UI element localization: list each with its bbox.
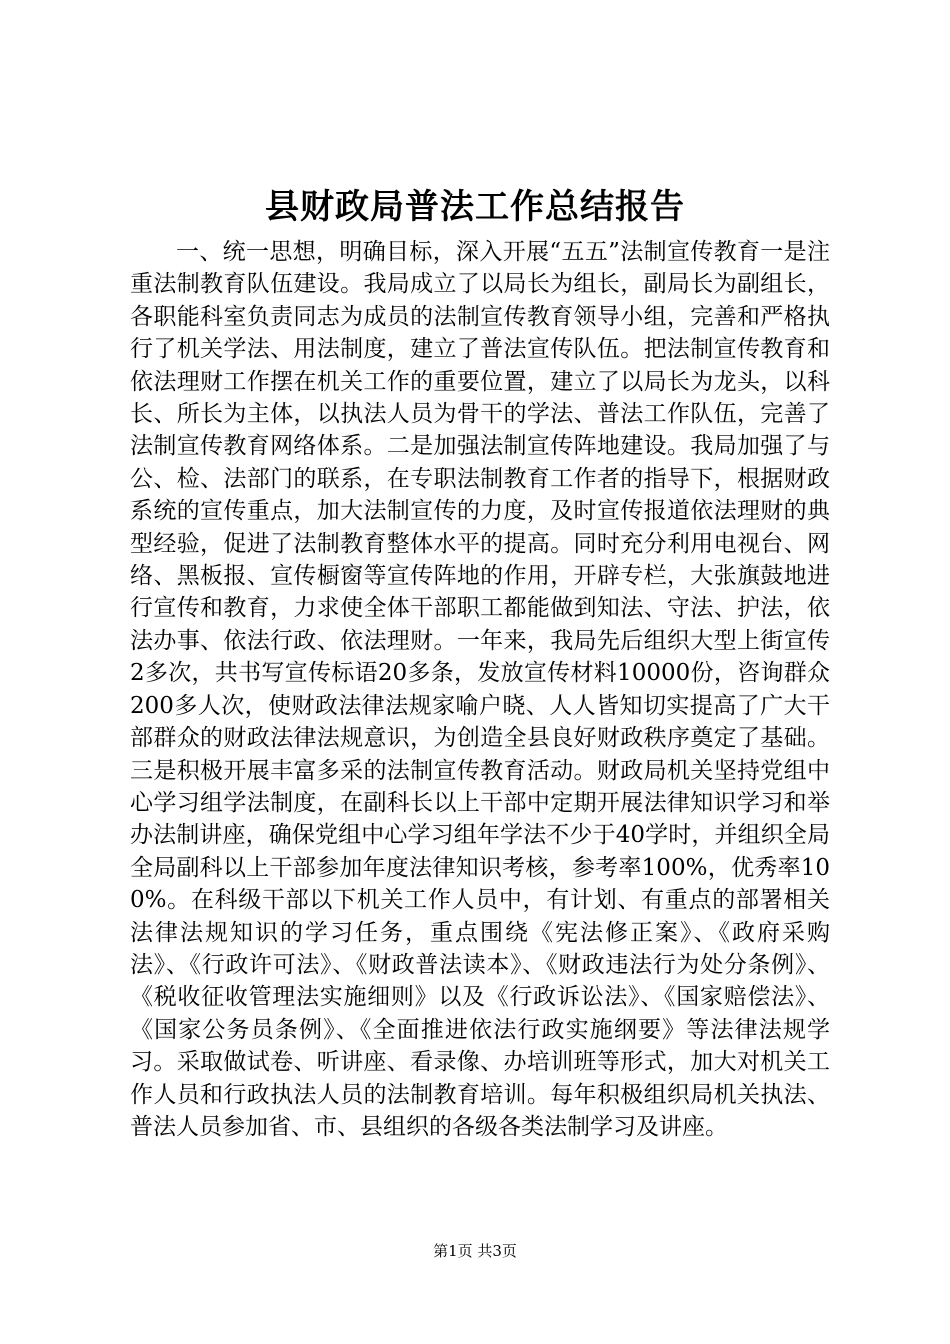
document-title: 县财政局普法工作总结报告 — [265, 187, 685, 227]
page-number-footer: 第1页 共3页 — [433, 1242, 517, 1260]
document-body-paragraph: 一、统一思想，明确目标，深入开展“五五”法制宣传教育一是注重法制教育队伍建设。我局成立了以局长为组长，副局长为副组长，各职能科室负责同志为成员的法制宣传教育领导小组，完善和严格执行了机关学法、用法制度，建立了普法宣传队伍。把法制宣传教育和依法理财工作摆在机关工作的重要位置，建立了以局长为龙头，以科长、所长为主体，以执法人员为骨干的学法、普法工作队伍，完善了法制宣传教育网络体系。二是加强法制宣传阵地建设。我局加强了与公、检、法部门的联系，在专职法制教育工作者的指导下，根据财政系统的宣传重点，加大法制宣传的力度，及时宣传报道依法理财的典型经验，促进了法制教育整体水平的提高。同时充分利用电视台、网络、黑板报、宣传橱窗等宣传阵地的作用，开辟专栏，大张旗鼓地进行宣传和教育，力求使全体干部职工都能做到知法、守法、护法，依法办事、依法行政、依法理财。一年来，我局先后组织大型上街宣传2多次，共书写宣传标语20多条，发放宣传材料10000份，咨询群众200多人次，使财政法律法规家喻户晓、人人皆知切实提高了广大干部群众的财政法律法规意识，为创造全县良好财政秩序奠定了基础。三是积极开展丰富多采的法制宣传教育活动。财政局机关坚持党组中心学习组学法制度，在副科长以上干部中定期开展法律知识学习和举办法制讲座，确保党组中心学习组年学法不少于40学时，并组织全局全局副科以上干部参加年度法律知识考核，参考率100%，优秀率100%。在科级干部以下机关工作人员中，有计划、有重点的部署相关法律法规知识的学习任务，重点围绕《宪法修正案》、《政府采购法》、《行政许可法》、《财政普法读本》、《财政违法行为处分条例》、《税收征收管理法实施细则》以及《行政诉讼法》、《国家赔偿法》、《国家公务员条例》、《全面推进依法行政实施纲要》等法律法规学习。采取做试卷、听讲座、看录像、办培训班等形式，加大对机关工作人员和行政执法人员的法制教育培训。每年积极组织局机关执法、普法人员参加省、市、县组织的各级各类法制学习及讲座。 — [130, 239, 830, 1140]
